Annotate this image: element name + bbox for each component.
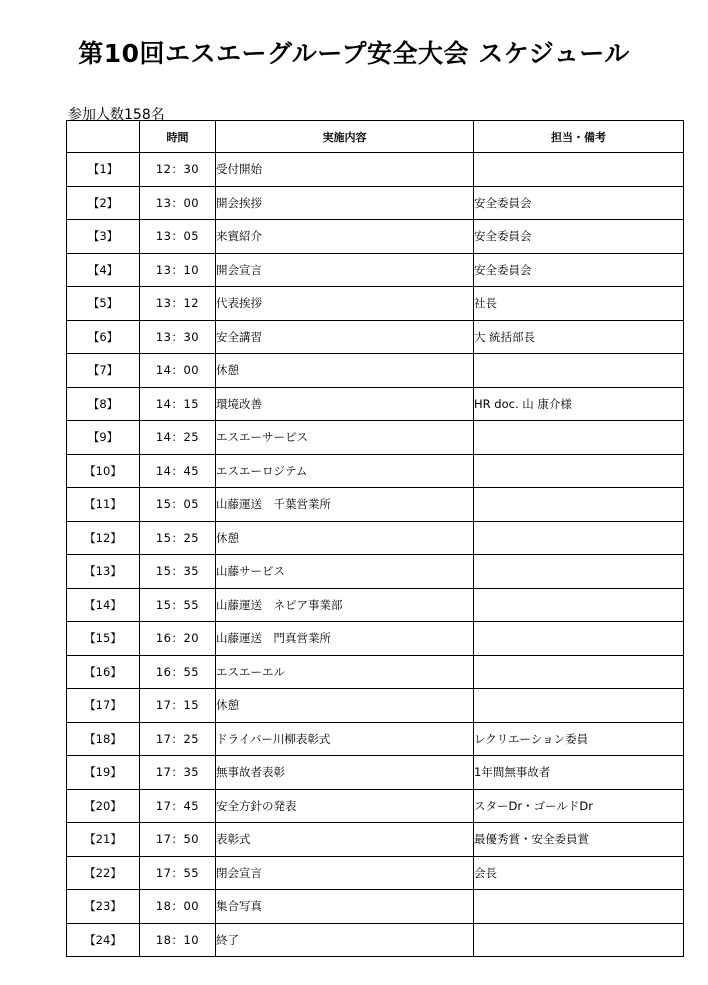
header-no <box>67 121 140 153</box>
row-time: 14：00 <box>140 354 216 388</box>
table-row <box>67 655 684 689</box>
row-number: 【14】 <box>67 588 140 622</box>
row-note: スターDr・ゴールドDr <box>474 789 684 823</box>
row-note: 安全委員会 <box>474 253 684 287</box>
row-content: 環境改善 <box>216 387 474 421</box>
row-number: 【12】 <box>67 521 140 555</box>
row-time: 16：55 <box>140 655 216 689</box>
row-time: 17：55 <box>140 856 216 890</box>
row-number: 【22】 <box>67 856 140 890</box>
row-content: エスエーロジテム <box>216 454 474 488</box>
row-time: 14：45 <box>140 454 216 488</box>
row-number: 【11】 <box>67 488 140 522</box>
table-row <box>67 588 684 622</box>
row-number: 【17】 <box>67 689 140 723</box>
row-content: ドライバー川柳表彰式 <box>216 722 474 756</box>
row-note: 最優秀賞・安全委員賞 <box>474 823 684 857</box>
row-time: 15：05 <box>140 488 216 522</box>
row-content: 代表挨拶 <box>216 287 474 321</box>
row-number: 【1】 <box>67 153 140 187</box>
row-content: 山藤運送 ネピア事業部 <box>216 588 474 622</box>
row-time: 16：20 <box>140 622 216 656</box>
row-note: レクリエーション委員 <box>474 722 684 756</box>
row-content: 集合写真 <box>216 890 474 924</box>
row-time: 13：30 <box>140 320 216 354</box>
table-row <box>67 387 684 421</box>
row-content: 山藤運送 千葉営業所 <box>216 488 474 522</box>
row-number: 【13】 <box>67 555 140 589</box>
row-number: 【5】 <box>67 287 140 321</box>
row-note: HR doc. 山 康介様 <box>474 387 684 421</box>
row-content: 山藤運送 門真営業所 <box>216 622 474 656</box>
row-note <box>474 622 684 656</box>
row-note <box>474 454 684 488</box>
table-row <box>67 555 684 589</box>
row-note: 社長 <box>474 287 684 321</box>
table-row <box>67 722 684 756</box>
row-note: 安全委員会 <box>474 220 684 254</box>
page-title: 第10回エスエーグループ安全大会 スケジュール <box>78 39 630 68</box>
row-content: エスエーエル <box>216 655 474 689</box>
table-row <box>67 890 684 924</box>
row-time: 15：35 <box>140 555 216 589</box>
row-note: 会長 <box>474 856 684 890</box>
row-number: 【4】 <box>67 253 140 287</box>
row-note <box>474 153 684 187</box>
row-note <box>474 354 684 388</box>
row-time: 13：00 <box>140 186 216 220</box>
row-note <box>474 588 684 622</box>
row-time: 17：35 <box>140 756 216 790</box>
row-time: 18：10 <box>140 923 216 957</box>
row-time: 17：45 <box>140 789 216 823</box>
row-note: 大 統括部長 <box>474 320 684 354</box>
row-content: 終了 <box>216 923 474 957</box>
row-number: 【16】 <box>67 655 140 689</box>
row-note <box>474 923 684 957</box>
row-content: 無事故者表彰 <box>216 756 474 790</box>
schedule-body <box>67 153 684 957</box>
row-number: 【24】 <box>67 923 140 957</box>
row-note <box>474 689 684 723</box>
table-row <box>67 521 684 555</box>
row-content: 開会宣言 <box>216 253 474 287</box>
row-content: 休憩 <box>216 354 474 388</box>
table-row <box>67 856 684 890</box>
row-time: 14：15 <box>140 387 216 421</box>
row-content: 休憩 <box>216 689 474 723</box>
row-note <box>474 488 684 522</box>
row-number: 【6】 <box>67 320 140 354</box>
row-time: 17：25 <box>140 722 216 756</box>
table-row <box>67 823 684 857</box>
table-row <box>67 789 684 823</box>
table-row <box>67 454 684 488</box>
row-content: 安全講習 <box>216 320 474 354</box>
header-note: 担当・備考 <box>474 121 684 153</box>
row-time: 13：05 <box>140 220 216 254</box>
row-number: 【23】 <box>67 890 140 924</box>
header-row <box>67 121 684 153</box>
row-note <box>474 655 684 689</box>
row-number: 【20】 <box>67 789 140 823</box>
row-note <box>474 421 684 455</box>
row-number: 【7】 <box>67 354 140 388</box>
row-note: 安全委員会 <box>474 186 684 220</box>
row-time: 12：30 <box>140 153 216 187</box>
row-time: 14：25 <box>140 421 216 455</box>
table-row <box>67 320 684 354</box>
table-row <box>67 153 684 187</box>
attendee-count: 参加人数158名 <box>68 107 165 123</box>
row-content: 休憩 <box>216 521 474 555</box>
schedule-table <box>66 120 684 957</box>
row-number: 【18】 <box>67 722 140 756</box>
row-number: 【9】 <box>67 421 140 455</box>
row-number: 【19】 <box>67 756 140 790</box>
table-row <box>67 923 684 957</box>
row-note <box>474 890 684 924</box>
row-time: 13：10 <box>140 253 216 287</box>
header-time: 時間 <box>140 121 216 153</box>
row-time: 15：55 <box>140 588 216 622</box>
row-number: 【15】 <box>67 622 140 656</box>
table-row <box>67 253 684 287</box>
header-content: 実施内容 <box>216 121 474 153</box>
table-row <box>67 689 684 723</box>
table-row <box>67 354 684 388</box>
row-content: 表彰式 <box>216 823 474 857</box>
row-number: 【21】 <box>67 823 140 857</box>
row-content: 受付開始 <box>216 153 474 187</box>
table-row <box>67 220 684 254</box>
row-number: 【10】 <box>67 454 140 488</box>
row-time: 18：00 <box>140 890 216 924</box>
row-content: 来賓紹介 <box>216 220 474 254</box>
row-content: 安全方針の発表 <box>216 789 474 823</box>
row-number: 【8】 <box>67 387 140 421</box>
row-content: 山藤サービス <box>216 555 474 589</box>
row-note <box>474 521 684 555</box>
table-row <box>67 287 684 321</box>
table-row <box>67 488 684 522</box>
row-time: 13：12 <box>140 287 216 321</box>
table-row <box>67 421 684 455</box>
row-note <box>474 555 684 589</box>
row-number: 【2】 <box>67 186 140 220</box>
row-content: エスエーサービス <box>216 421 474 455</box>
row-note: 1年間無事故者 <box>474 756 684 790</box>
row-content: 開会挨拶 <box>216 186 474 220</box>
row-time: 17：15 <box>140 689 216 723</box>
row-number: 【3】 <box>67 220 140 254</box>
table-row <box>67 622 684 656</box>
table-row <box>67 186 684 220</box>
table-row <box>67 756 684 790</box>
row-time: 17：50 <box>140 823 216 857</box>
row-content: 閉会宣言 <box>216 856 474 890</box>
row-time: 15：25 <box>140 521 216 555</box>
